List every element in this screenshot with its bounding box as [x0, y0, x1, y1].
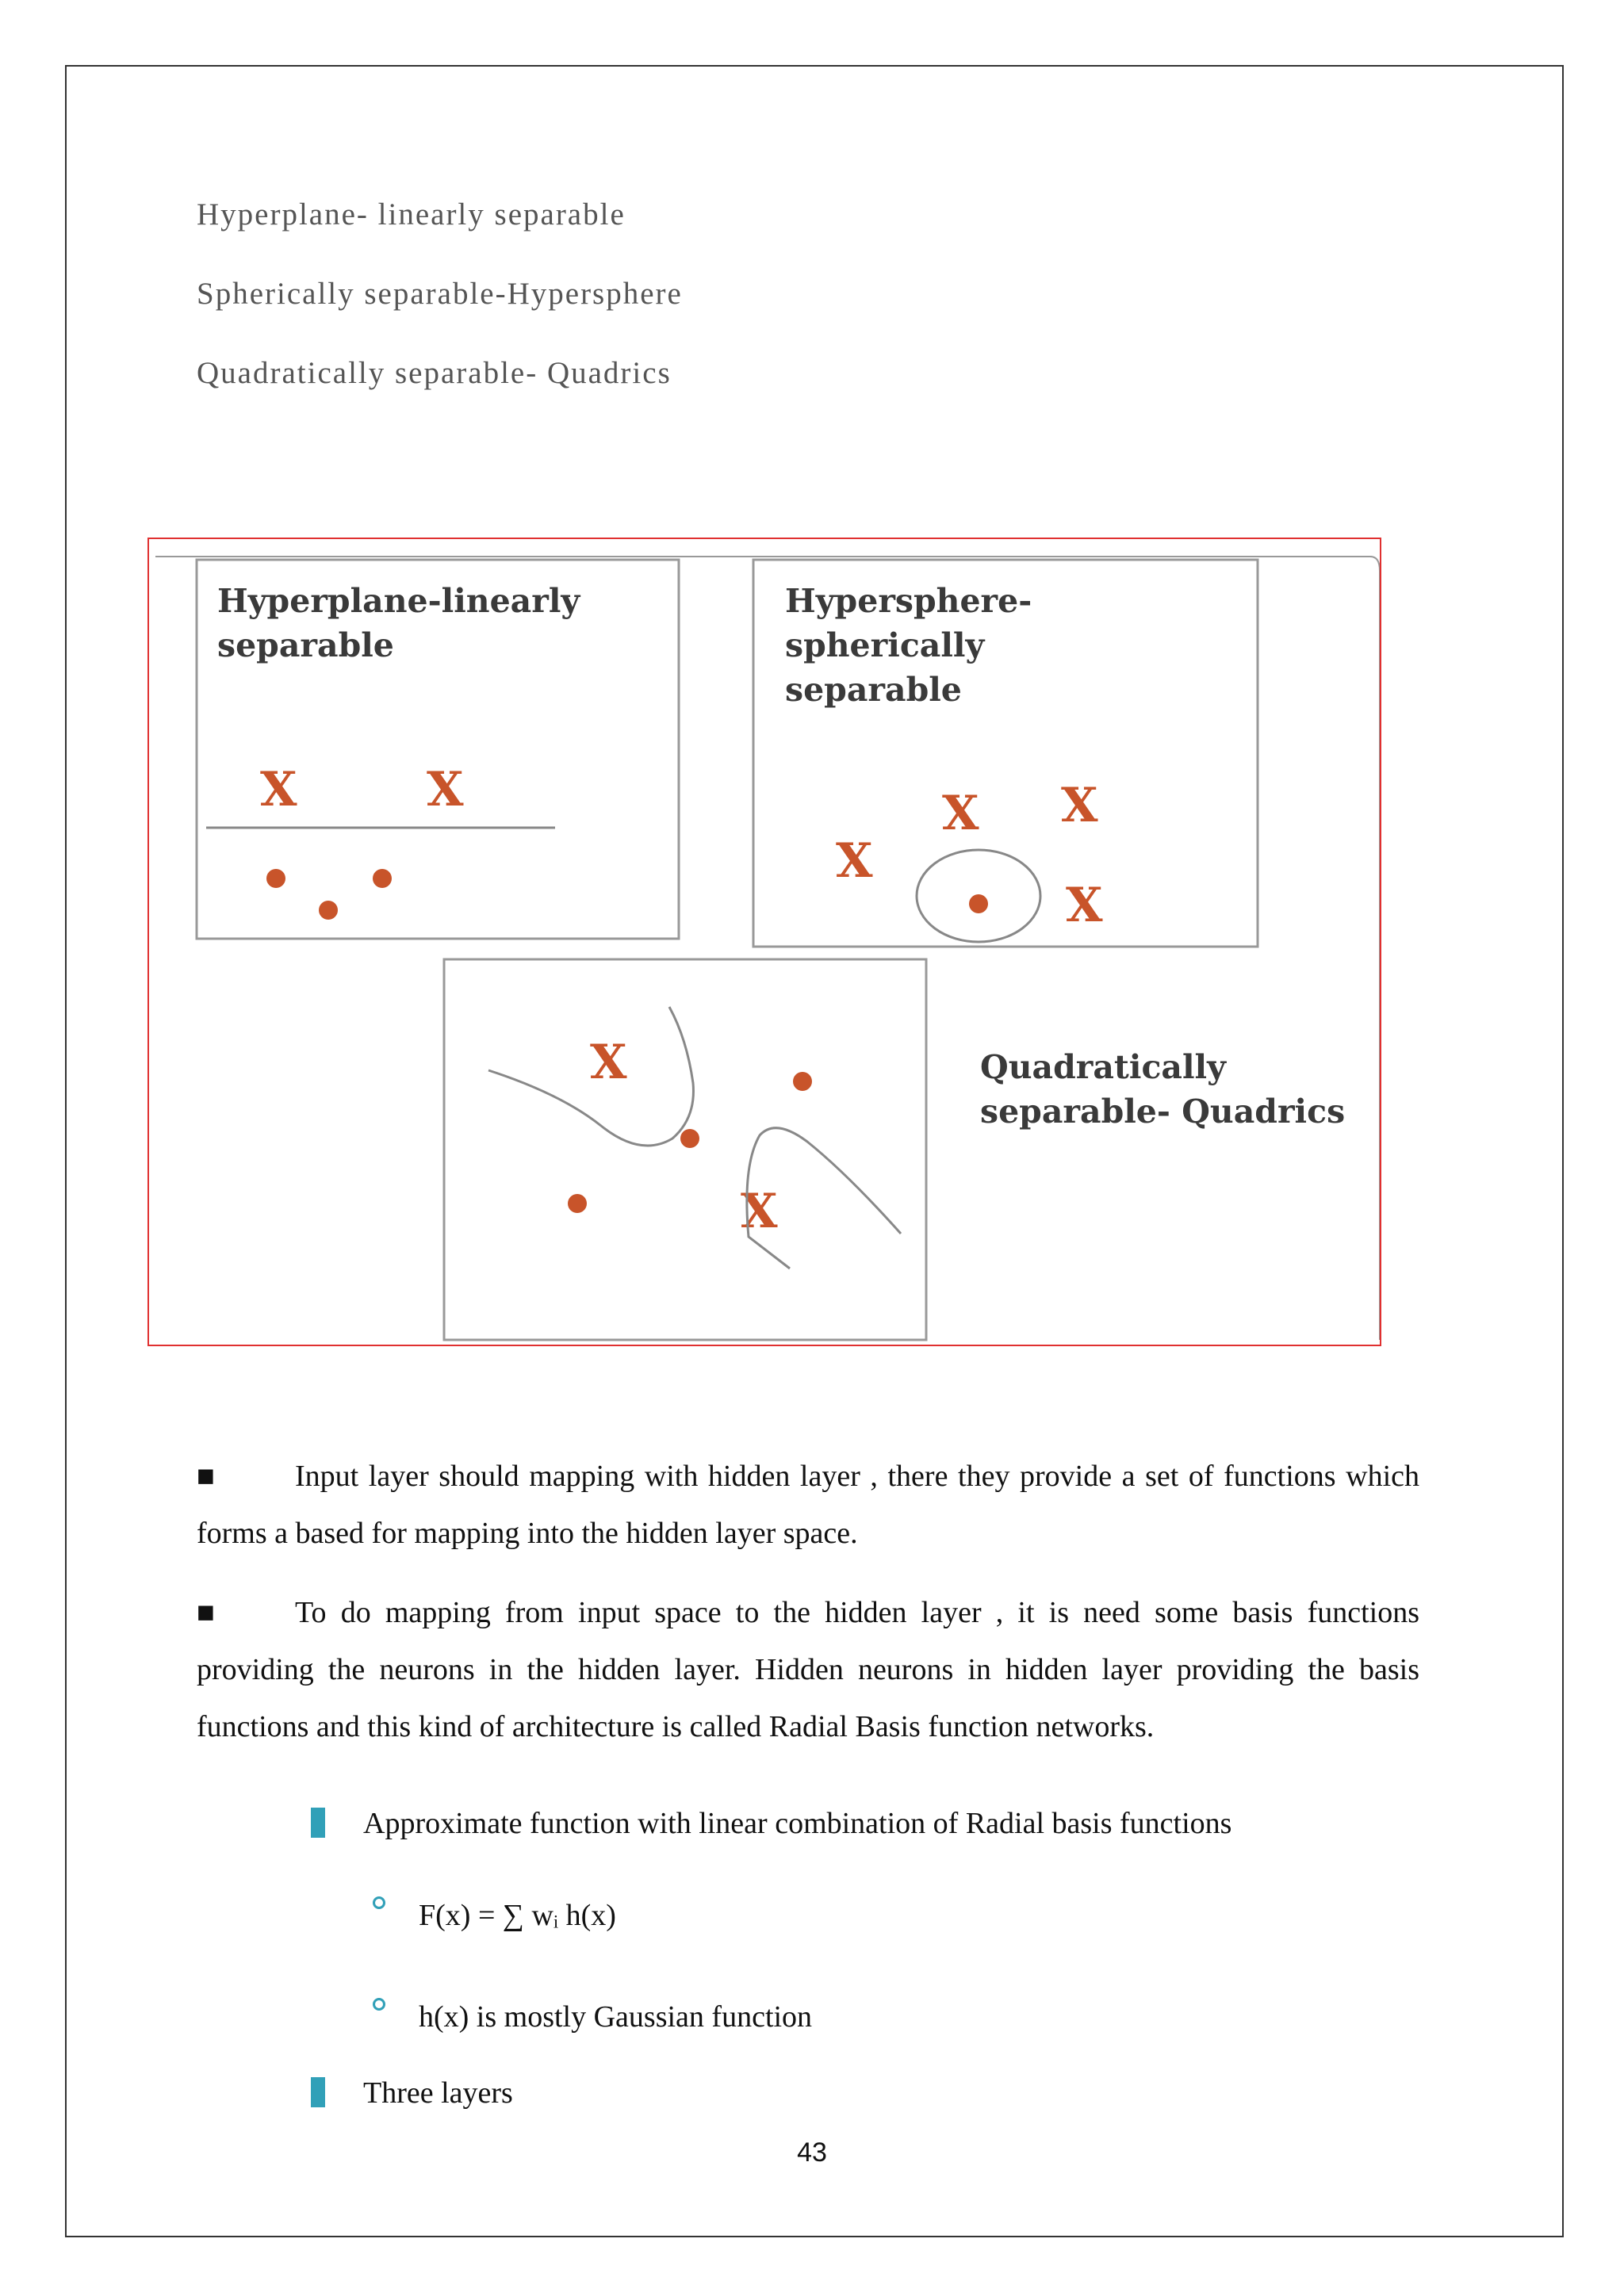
x-mark: X — [260, 762, 297, 817]
data-dot — [680, 1129, 699, 1148]
panel-hypersphere-title-2: spherically — [785, 626, 985, 664]
bullet-three-layers: Three layers — [363, 2076, 513, 2110]
paragraph-text: To do mapping from input space to the hidden layer , it is need some basis functions providing the neurons in the hidden layer. Hidden neurons in hidden layer providing the basis functions and this kind of architecture is called Radial Basis function networks. — [197, 1596, 1419, 1743]
square-bullet: ■ — [197, 1460, 215, 1493]
bullet-approximate: Approximate function with linear combination of Radial basis functions — [363, 1807, 1232, 1840]
panel-hyperplane-title-1: Hyperplane-linearly — [217, 582, 580, 620]
separability-diagram — [149, 539, 1381, 1346]
paragraph-text: Input layer should mapping with hidden layer , there they provide a set of functions which forms a based for mapping into the hidden layer space. — [197, 1460, 1419, 1550]
heading-quadratic: Quadratically separable- Quadrics — [197, 356, 672, 390]
panel-quadrics-title-2: separable- Quadrics — [980, 1093, 1346, 1131]
data-dot — [969, 894, 988, 913]
panel-hyperplane-title-2: separable — [217, 626, 394, 664]
separability-figure — [147, 538, 1381, 1346]
bullet-gaussian: h(x) is mostly Gaussian function — [419, 2000, 813, 2034]
x-mark: X — [1061, 778, 1098, 833]
x-mark: X — [942, 786, 979, 841]
panel-hypersphere-title-3: separable — [785, 671, 962, 709]
page-number: 43 — [797, 2137, 827, 2168]
data-dot — [568, 1194, 587, 1213]
square-bullet: ■ — [197, 1596, 215, 1629]
x-mark: X — [427, 762, 464, 817]
panel-hypersphere-title-1: Hypersphere- — [785, 582, 1032, 620]
data-dot — [793, 1072, 812, 1091]
bullet-formula: F(x) = ∑ wᵢ h(x) — [419, 1899, 616, 1932]
circle-bullet-icon — [373, 1998, 385, 2011]
heading-hyperplane: Hyperplane- linearly separable — [197, 197, 626, 232]
bar-bullet-icon — [311, 1808, 325, 1838]
panel-quadrics-title-1: Quadratically — [980, 1048, 1226, 1086]
bar-bullet-icon — [311, 2077, 325, 2107]
data-dot — [319, 901, 338, 920]
heading-spherical: Spherically separable-Hypersphere — [197, 277, 683, 311]
paragraph-basis-functions — [197, 1584, 1419, 1755]
data-dot — [266, 869, 285, 888]
panel-quadrics — [444, 959, 926, 1340]
x-mark: X — [590, 1035, 627, 1090]
circle-bullet-icon — [373, 1896, 385, 1909]
data-dot — [373, 869, 392, 888]
paragraph-input-layer — [197, 1448, 1419, 1562]
x-mark: X — [741, 1184, 778, 1239]
x-mark: X — [1066, 878, 1103, 933]
x-mark: X — [836, 833, 873, 889]
